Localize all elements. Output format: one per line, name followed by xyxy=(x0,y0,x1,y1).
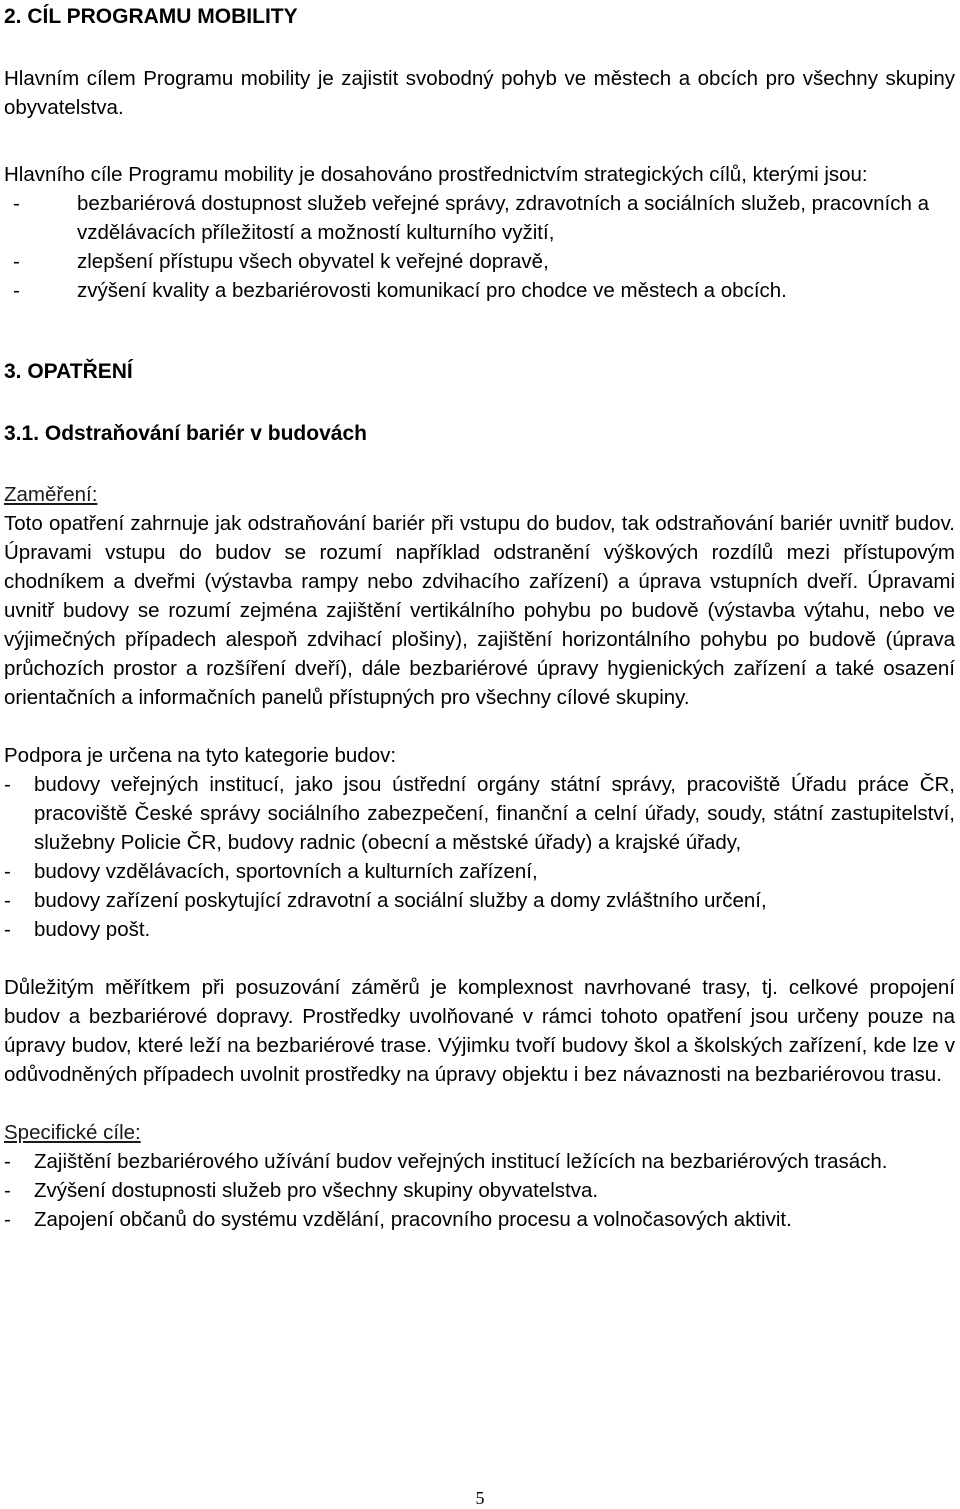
list-item-text: bezbariérová dostupnost služeb veřejné správy, zdravotních a sociálních služeb, pracovních a vzdělávacích příležitostí a možností kulturního vyžití, xyxy=(77,192,929,244)
dash-marker: - xyxy=(4,889,11,912)
criterion-paragraph: Důležitým měřítkem při posuzování záměrů je komplexnost navrhované trasy, tj. celkové propojení budov a bezbariérové dopravy. Prostředky uvolňované v rámci tohoto opatření jsou určeny pouze na úpravy budov, které leží na bezbariérové trase. Výjimku tvoří budovy škol a školských zařízení, kde lze v odůvodněných případech uvolnit prostředky na úpravy objektu i bez návaznosti na bezbariérovou trasu. xyxy=(4,976,955,1086)
list-item-text: budovy pošt. xyxy=(34,918,151,941)
dash-marker: - xyxy=(13,250,20,273)
section-2-heading: 2. CÍL PROGRAMU MOBILITY xyxy=(4,5,298,28)
dash-marker: - xyxy=(4,773,11,796)
list-item-text: budovy vzdělávacích, sportovních a kulturních zařízení, xyxy=(34,860,538,883)
list-item xyxy=(4,1147,955,1176)
list-item-text: zvýšení kvality a bezbariérovosti komunikací pro chodce ve městech a obcích. xyxy=(77,279,787,302)
list-item-text: Zajištění bezbariérového užívání budov veřejných institucí ležících na bezbariérových trasách. xyxy=(34,1150,888,1173)
strategic-goals-list xyxy=(4,189,955,305)
list-item xyxy=(4,857,955,886)
list-item-text: Zvýšení dostupnosti služeb pro všechny skupiny obyvatelstva. xyxy=(34,1179,599,1202)
document-page xyxy=(4,0,955,1234)
section-2-paragraph-2: Hlavního cíle Programu mobility je dosahováno prostřednictvím strategických cílů, kterými jsou: xyxy=(4,163,868,186)
dash-marker: - xyxy=(4,1208,11,1231)
dash-marker: - xyxy=(13,279,20,302)
list-item xyxy=(4,1205,955,1234)
list-item xyxy=(4,189,955,247)
dash-marker: - xyxy=(4,860,11,883)
list-item xyxy=(4,1176,955,1205)
list-item xyxy=(4,915,955,944)
dash-marker: - xyxy=(13,192,20,215)
list-item xyxy=(4,770,955,857)
list-item-text: Zapojení občanů do systému vzdělání, pracovního procesu a volnočasových aktivit. xyxy=(34,1208,792,1231)
section-3-heading: 3. OPATŘENÍ xyxy=(4,360,133,383)
focus-paragraph: Toto opatření zahrnuje jak odstraňování bariér při vstupu do budov, tak odstraňování bariér uvnitř budov. Úpravami vstupu do budov se rozumí například odstranění výškových rozdílů mezi přístupovým chodníkem a dveřmi (výstavba rampy nebo zdvihacího zařízení) a úprava vstupních dveří. Úpravami uvnitř budovy se rozumí zejména zajištění vertikálního pohybu po budově (výstavba výtahu, nebo ve výjimečných případech alespoň zdvihací plošiny), zajištění horizontálního pohybu po budově (úprava průchozích prostor a rozšíření dveří), dále bezbariérové úpravy hygienických zařízení a také osazení orientačních a informačních panelů přístupných pro všechny cílové skupiny. xyxy=(4,512,955,709)
list-item xyxy=(4,886,955,915)
building-categories-list xyxy=(4,770,955,944)
section-3-1-heading: 3.1. Odstraňování bariér v budovách xyxy=(4,422,367,445)
page-number: 5 xyxy=(475,1488,485,1508)
dash-marker: - xyxy=(4,1150,11,1173)
focus-label: Zaměření: xyxy=(4,483,98,506)
list-item-text: budovy zařízení poskytující zdravotní a sociální služby a domy zvláštního určení, xyxy=(34,889,767,912)
list-item xyxy=(4,276,955,305)
dash-marker: - xyxy=(4,918,11,941)
dash-marker: - xyxy=(4,1179,11,1202)
list-item xyxy=(4,247,955,276)
support-intro: Podpora je určena na tyto kategorie budov: xyxy=(4,744,397,767)
list-item-text: budovy veřejných institucí, jako jsou ústřední orgány státní správy, pracoviště Úřadu práce ČR, pracoviště České správy sociálního zabezpečení, finanční a celní úřady, soudy, státní zastupitelství, služebny Policie ČR, budovy radnic (obecní a městské úřady) a krajské úřady, xyxy=(34,773,955,854)
specific-goals-label: Specifické cíle: xyxy=(4,1121,141,1144)
section-2-paragraph-1: Hlavním cílem Programu mobility je zajistit svobodný pohyb ve městech a obcích pro všechny skupiny obyvatelstva. xyxy=(4,67,955,119)
specific-goals-list xyxy=(4,1147,955,1234)
list-item-text: zlepšení přístupu všech obyvatel k veřejné dopravě, xyxy=(77,250,549,273)
